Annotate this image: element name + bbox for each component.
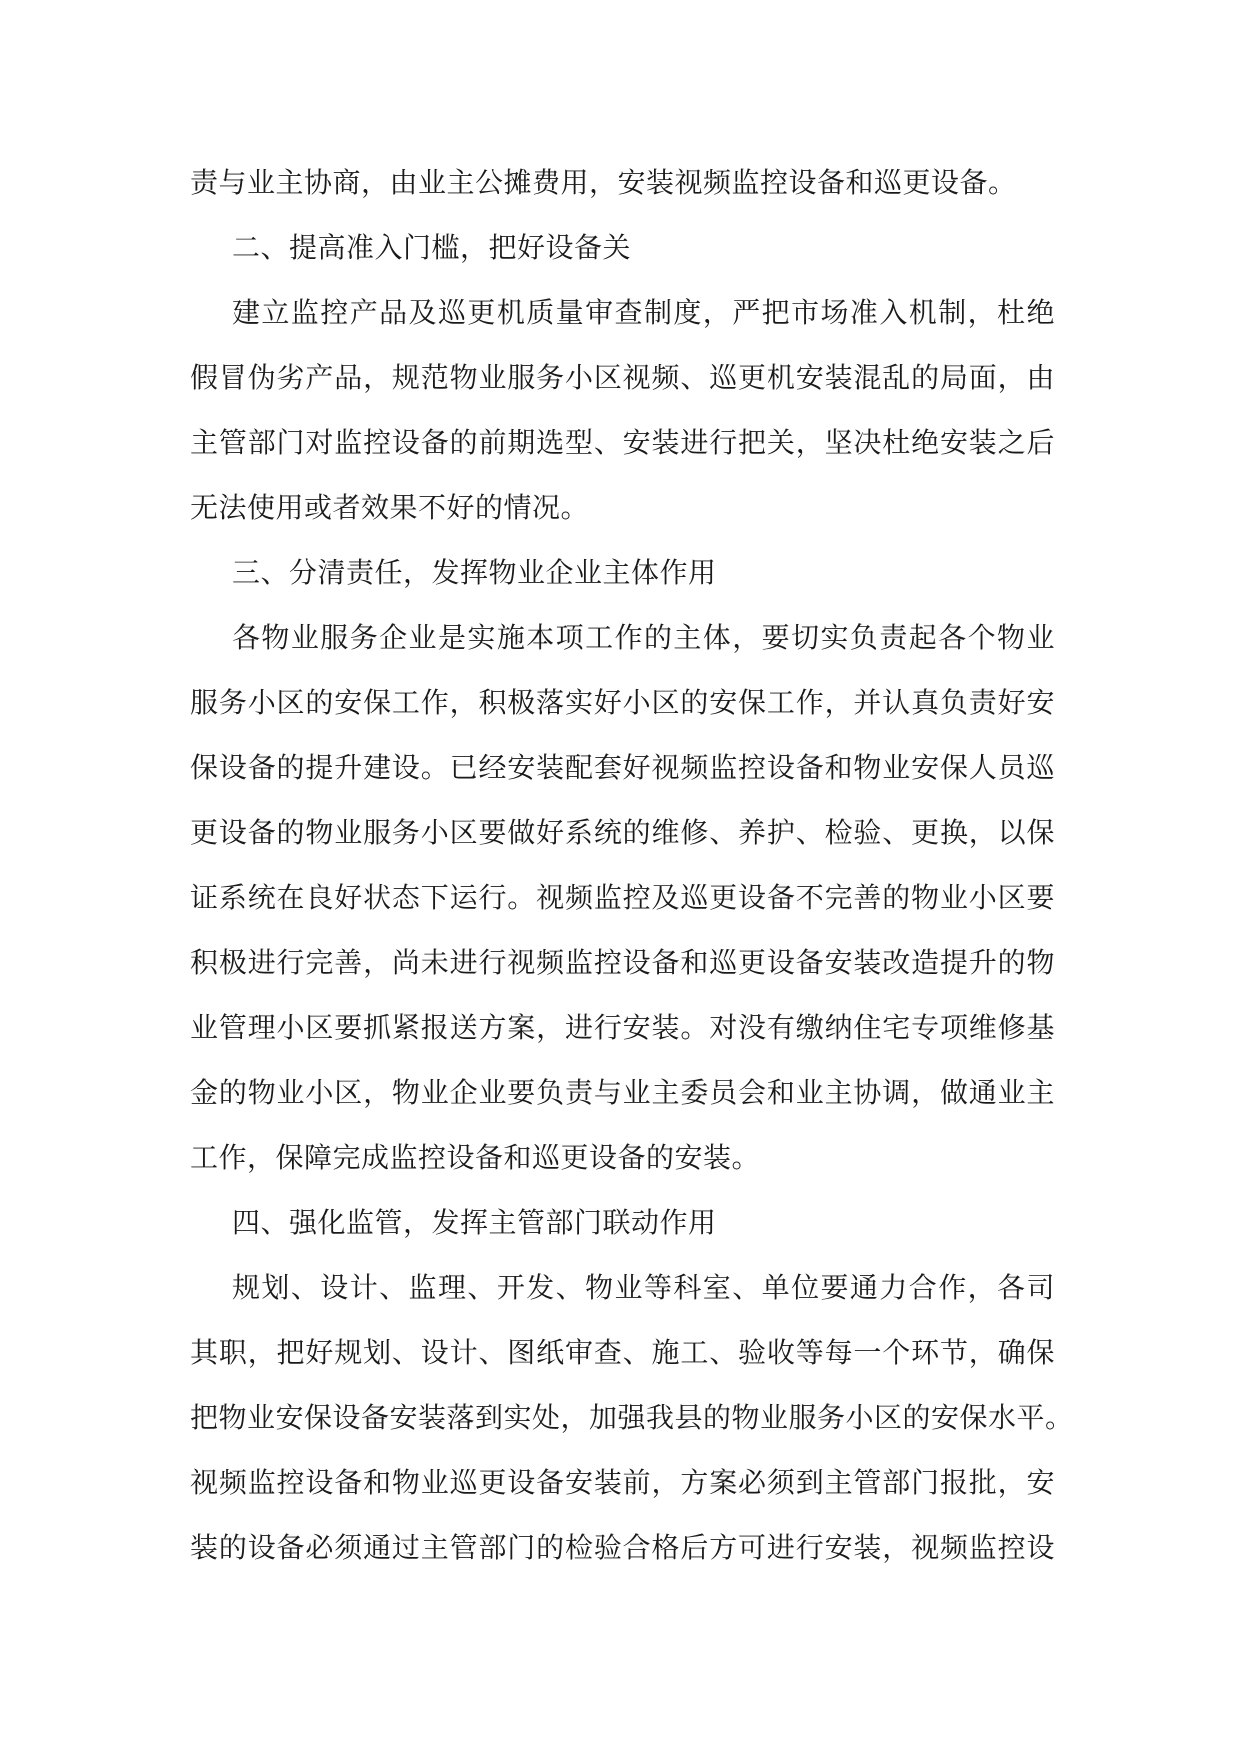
- paragraph-line: 积极进行完善，尚未进行视频监控设备和巡更设备安装改造提升的物: [190, 946, 1055, 979]
- paragraph-line: 责与业主协商，由业主公摊费用，安装视频监控设备和巡更设备。: [190, 166, 1017, 199]
- paragraph-line: 假冒伪劣产品，规范物业服务小区视频、巡更机安装混乱的局面，由: [190, 361, 1055, 394]
- section-heading-3: 三、分清责任，发挥物业企业主体作用: [232, 556, 717, 589]
- section-heading-4: 四、强化监管，发挥主管部门联动作用: [232, 1206, 717, 1239]
- paragraph-line: 装的设备必须通过主管部门的检验合格后方可进行安装，视频监控设: [190, 1531, 1055, 1564]
- paragraph-line: 金的物业小区，物业企业要负责与业主委员会和业主协调，做通业主: [190, 1076, 1055, 1109]
- paragraph-line: 其职，把好规划、设计、图纸审查、施工、验收等每一个环节，确保: [190, 1336, 1055, 1369]
- paragraph-line: 工作，保障完成监控设备和巡更设备的安装。: [190, 1141, 761, 1174]
- paragraph-line: 证系统在良好状态下运行。视频监控及巡更设备不完善的物业小区要: [190, 881, 1055, 914]
- paragraph-line: 服务小区的安保工作，积极落实好小区的安保工作，并认真负责好安: [190, 686, 1055, 719]
- paragraph-line: 把物业安保设备安装落到实处，加强我县的物业服务小区的安保水平。: [190, 1401, 1074, 1434]
- paragraph-line: 建立监控产品及巡更机质量审查制度，严把市场准入机制，杜绝: [232, 296, 1055, 329]
- paragraph-line: 视频监控设备和物业巡更设备安装前，方案必须到主管部门报批，安: [190, 1466, 1055, 1499]
- section-heading-2: 二、提高准入门槛，把好设备关: [232, 231, 632, 264]
- document-body: [190, 150, 1074, 1580]
- paragraph-line: 业管理小区要抓紧报送方案，进行安装。对没有缴纳住宅专项维修基: [190, 1011, 1055, 1044]
- paragraph-line: 规划、设计、监理、开发、物业等科室、单位要通力合作，各司: [232, 1271, 1055, 1304]
- paragraph-line: 主管部门对监控设备的前期选型、安装进行把关，坚决杜绝安装之后: [190, 426, 1055, 459]
- paragraph-line: 保设备的提升建设。已经安装配套好视频监控设备和物业安保人员巡: [190, 751, 1055, 784]
- paragraph-line: 各物业服务企业是实施本项工作的主体，要切实负责起各个物业: [232, 621, 1055, 654]
- paragraph-line: 更设备的物业服务小区要做好系统的维修、养护、检验、更换，以保: [190, 816, 1055, 849]
- paragraph-line: 无法使用或者效果不好的情况。: [190, 491, 590, 524]
